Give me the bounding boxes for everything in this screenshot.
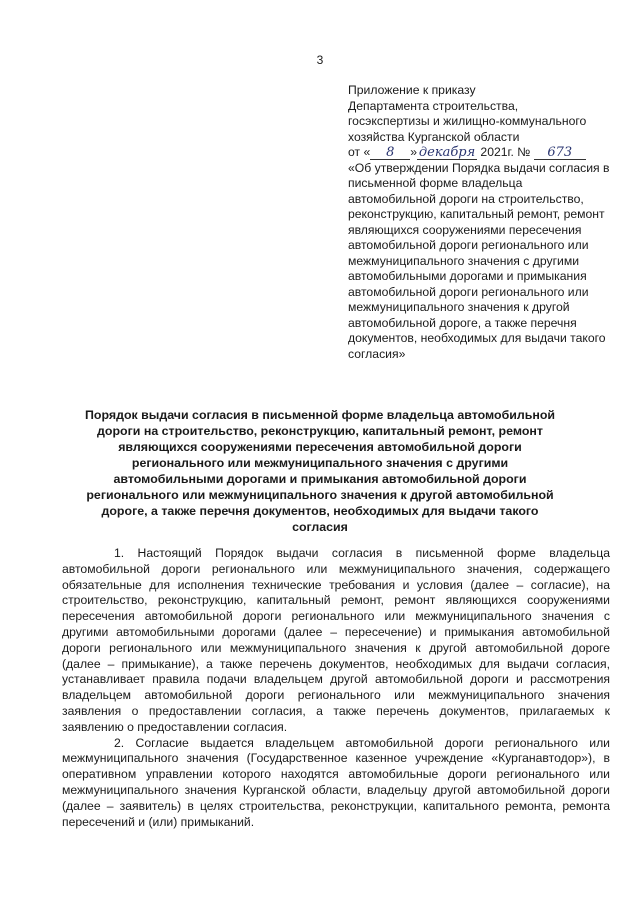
handwritten-month: декабря bbox=[418, 145, 476, 160]
appendix-line-department: Департамента строительства, bbox=[348, 98, 519, 113]
appendix-about: «Об утверждении Порядка выдачи согласия в письменной форме владельца автомобильной дороги на строительство, реконструкцию, капитальный ремонт, ремонт являющихся сооружениями пересечения автомобильной дороги регионального или межмуниципального значения с другими автомобильными дорогами и примыкания автомобильной дороги регионального или межмуниципального значения к другой автомобильной дороге, а также перечня документов, необходимых для выдачи такого согласия» bbox=[348, 160, 610, 361]
page-number: 3 bbox=[316, 53, 324, 67]
appendix-line-order: Приложение к приказу bbox=[348, 83, 476, 97]
appendix-line-region: хозяйства Курганской области bbox=[348, 129, 520, 144]
appendix-line-expertise: госэкспертизы и жилищно-коммунального bbox=[348, 114, 587, 128]
document-body bbox=[62, 546, 610, 830]
date-year-number-label: 2021г. № bbox=[477, 145, 534, 159]
paragraph-1: 1. Настоящий Порядок выдачи согласия в письменной форме владельца автомобильной дороги регионального или межмуниципального значения, содержащего обязательные для исполнения технические требования и условия (далее – согласие), на строительство, реконструкцию, капитальный ремонт, ремонт являющихся сооружениями пересечения автомобильной дороги регионального или межмуниципального значения с другими автомобильными дорогами (далее – пересечение) и примыкания автомобильной дороги регионального или межмуниципального значения к другой автомобильной дороге (далее – примыкание), а также перечень документов, необходимых для выдачи согласия, устанавливает правила подачи владельцем другой автомобильной дороги и рассмотрения владельцем автомобильной дороги регионального или межмуниципального значения заявления о предоставлении согласия, а также перечень документов, прилагаемых к заявлению о предоставлении согласия. bbox=[62, 546, 610, 734]
appendix-header bbox=[348, 83, 610, 362]
document-title: Порядок выдачи согласия в письменной форме владельца автомобильной дороги на строительство, реконструкцию, капитальный ремонт, ремонт являющихся сооружениями пересечения автомобильной дороги регионального или межмуниципального значения с другими автомобильными дорогами и примыкания автомобильной дороги регионального или межмуниципального значения к другой автомобильной дороге, а также перечня документов, необходимых для выдачи такого согласия bbox=[84, 408, 556, 534]
date-prefix: от « bbox=[348, 145, 371, 159]
appendix-date-line bbox=[348, 145, 610, 161]
paragraph-2: 2. Согласие выдается владельцем автомобильной дороги регионального или межмуниципального значения (Государственное казенное учреждение «Курганавтодор»), в оперативном управлении которого находятся автомобильные дороги регионального или межмуниципального значения Курганской области, владельцу другой автомобильной дороги (далее – заявитель) в целях строительства, реконструкции, капитального ремонта, ремонта пересечений и (или) примыканий. bbox=[62, 735, 610, 829]
handwritten-document-number: 673 bbox=[534, 146, 586, 160]
date-quote: » bbox=[410, 145, 418, 159]
handwritten-day: 8 bbox=[370, 146, 410, 160]
